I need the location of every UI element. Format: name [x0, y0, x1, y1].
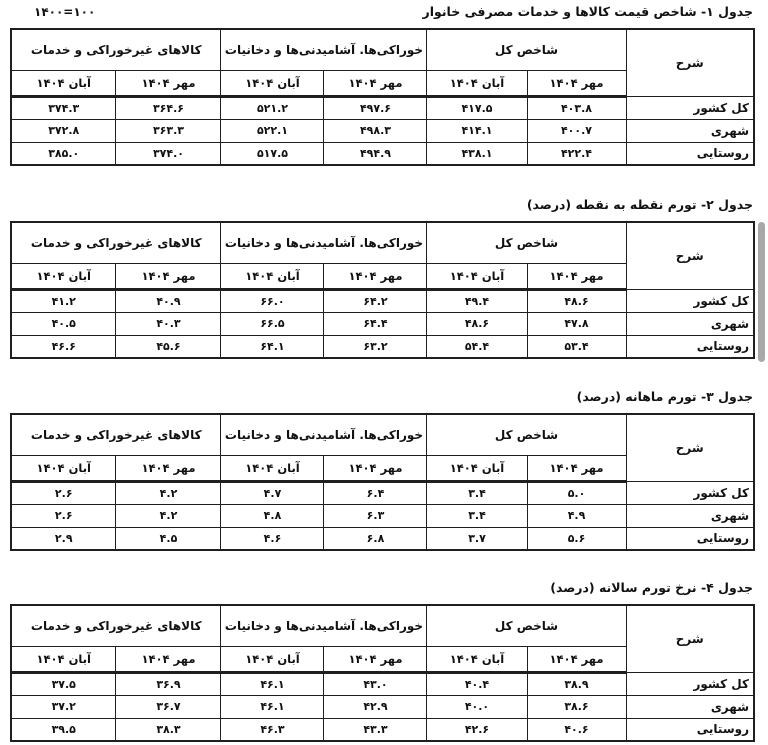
value-cell: ۴۳.۳ — [324, 718, 427, 741]
value-cell: ۶۶.۵ — [221, 312, 324, 335]
month-header-mehr: مهر ۱۴۰۴ — [527, 70, 626, 96]
value-cell: ۴۱۴.۱ — [427, 119, 527, 142]
month-header-mehr: مهر ۱۴۰۴ — [116, 646, 221, 672]
month-header-mehr: مهر ۱۴۰۴ — [527, 263, 626, 289]
month-header-mehr: مهر ۱۴۰۴ — [324, 263, 427, 289]
table-row-rural — [11, 335, 754, 358]
value-cell: ۴۱۷.۵ — [427, 96, 527, 119]
value-cell: ۳۸۵.۰ — [11, 142, 116, 165]
value-cell: ۳۷۲.۸ — [11, 119, 116, 142]
table-title: جدول ۱- شاخص قیمت کالاها و خدمات مصرفی خانوار — [422, 4, 753, 19]
value-cell: ۴.۷ — [221, 481, 324, 504]
month-header-aban: آبان ۱۴۰۴ — [221, 263, 324, 289]
month-header-mehr: مهر ۱۴۰۴ — [324, 70, 427, 96]
value-cell: ۴۶.۱ — [221, 672, 324, 695]
value-cell: ۶۳.۲ — [324, 335, 427, 358]
group-header-food-beverages-tobacco: خوراکی‌ها. آشامیدنی‌ها و دخانیات — [221, 29, 427, 70]
table-title: جدول ۴- نرخ تورم سالانه (درصد) — [550, 580, 753, 595]
column-header-description: شرح — [626, 29, 754, 96]
table-row-rural — [11, 527, 754, 550]
group-header-total-index: شاخص کل — [427, 222, 626, 263]
month-header-mehr: مهر ۱۴۰۴ — [324, 646, 427, 672]
value-cell: ۳۷۴.۳ — [11, 96, 116, 119]
row-label: شهری — [626, 504, 754, 527]
value-cell: ۳۷۴.۰ — [116, 142, 221, 165]
group-header-total-index: شاخص کل — [427, 414, 626, 455]
table-row-urban — [11, 695, 754, 718]
month-header-aban: آبان ۱۴۰۴ — [11, 263, 116, 289]
column-header-description: شرح — [626, 414, 754, 481]
value-cell: ۴۶.۳ — [221, 718, 324, 741]
table-title: جدول ۳- تورم ماهانه (درصد) — [576, 389, 753, 404]
value-cell: ۴۷.۸ — [527, 312, 626, 335]
value-cell: ۵.۶ — [527, 527, 626, 550]
month-header-mehr: مهر ۱۴۰۴ — [324, 455, 427, 481]
column-header-description: شرح — [626, 222, 754, 289]
group-header-nonfood-services: کالاهای غیرخوراکی و خدمات — [11, 222, 221, 263]
month-header-aban: آبان ۱۴۰۴ — [427, 70, 527, 96]
base-index-note: ۱۴۰۰=۱۰۰ — [34, 5, 96, 19]
table-title: جدول ۲- تورم نقطه به نقطه (درصد) — [526, 197, 753, 212]
value-cell: ۵۲۲.۱ — [221, 119, 324, 142]
value-cell: ۳۶۳.۳ — [116, 119, 221, 142]
table-section — [12, 4, 755, 166]
value-cell: ۴.۲ — [116, 504, 221, 527]
value-cell: ۲.۶ — [11, 504, 116, 527]
table-row-whole-country — [11, 96, 754, 119]
table-section — [12, 389, 755, 551]
value-cell: ۴۰۳.۸ — [527, 96, 626, 119]
month-header-aban: آبان ۱۴۰۴ — [427, 455, 527, 481]
table-row-rural — [11, 718, 754, 741]
row-label: کل کشور — [626, 481, 754, 504]
value-cell: ۵.۰ — [527, 481, 626, 504]
row-label: شهری — [626, 119, 754, 142]
value-cell: ۴۹۷.۶ — [324, 96, 427, 119]
table-row-whole-country — [11, 481, 754, 504]
stats-table — [10, 221, 755, 359]
row-label: روستایی — [626, 335, 754, 358]
value-cell: ۴۰۰.۷ — [527, 119, 626, 142]
group-header-food-beverages-tobacco: خوراکی‌ها. آشامیدنی‌ها و دخانیات — [221, 605, 427, 646]
row-label: شهری — [626, 312, 754, 335]
group-header-total-index: شاخص کل — [427, 605, 626, 646]
value-cell: ۴۰.۰ — [427, 695, 527, 718]
value-cell: ۳۶۴.۶ — [116, 96, 221, 119]
value-cell: ۵۲۱.۲ — [221, 96, 324, 119]
value-cell: ۴.۸ — [221, 504, 324, 527]
group-header-nonfood-services: کالاهای غیرخوراکی و خدمات — [11, 605, 221, 646]
row-label: روستایی — [626, 527, 754, 550]
month-header-aban: آبان ۱۴۰۴ — [221, 70, 324, 96]
month-header-mehr: مهر ۱۴۰۴ — [116, 455, 221, 481]
stats-table — [10, 413, 755, 551]
value-cell: ۶۴.۱ — [221, 335, 324, 358]
row-label: شهری — [626, 695, 754, 718]
value-cell: ۶۶.۰ — [221, 289, 324, 312]
month-header-aban: آبان ۱۴۰۴ — [11, 646, 116, 672]
month-header-mehr: مهر ۱۴۰۴ — [527, 455, 626, 481]
value-cell: ۶.۸ — [324, 527, 427, 550]
table-row-rural — [11, 142, 754, 165]
table-section — [12, 197, 755, 359]
table-row-whole-country — [11, 289, 754, 312]
value-cell: ۴۵.۶ — [116, 335, 221, 358]
value-cell: ۳۷.۲ — [11, 695, 116, 718]
month-header-aban: آبان ۱۴۰۴ — [427, 646, 527, 672]
value-cell: ۶.۳ — [324, 504, 427, 527]
value-cell: ۴۰.۳ — [116, 312, 221, 335]
value-cell: ۴.۹ — [527, 504, 626, 527]
column-header-description: شرح — [626, 605, 754, 672]
month-header-aban: آبان ۱۴۰۴ — [11, 455, 116, 481]
value-cell: ۳۹.۵ — [11, 718, 116, 741]
value-cell: ۴۹۴.۹ — [324, 142, 427, 165]
value-cell: ۳۸.۳ — [116, 718, 221, 741]
value-cell: ۳.۴ — [427, 481, 527, 504]
month-header-mehr: مهر ۱۴۰۴ — [116, 263, 221, 289]
value-cell: ۴۲.۶ — [427, 718, 527, 741]
value-cell: ۵۴.۴ — [427, 335, 527, 358]
group-header-nonfood-services: کالاهای غیرخوراکی و خدمات — [11, 414, 221, 455]
month-header-mehr: مهر ۱۴۰۴ — [116, 70, 221, 96]
value-cell: ۴۰.۹ — [116, 289, 221, 312]
value-cell: ۳۸.۹ — [527, 672, 626, 695]
group-header-total-index: شاخص کل — [427, 29, 626, 70]
value-cell: ۵۱۷.۵ — [221, 142, 324, 165]
value-cell: ۴.۶ — [221, 527, 324, 550]
value-cell: ۴۰.۴ — [427, 672, 527, 695]
value-cell: ۳.۷ — [427, 527, 527, 550]
row-label: روستایی — [626, 718, 754, 741]
row-label: روستایی — [626, 142, 754, 165]
value-cell: ۶.۴ — [324, 481, 427, 504]
table-section — [12, 580, 755, 742]
value-cell: ۴۲.۹ — [324, 695, 427, 718]
value-cell: ۴۳.۰ — [324, 672, 427, 695]
value-cell: ۴۶.۱ — [221, 695, 324, 718]
value-cell: ۳۶.۹ — [116, 672, 221, 695]
table-row-urban — [11, 312, 754, 335]
group-header-nonfood-services: کالاهای غیرخوراکی و خدمات — [11, 29, 221, 70]
value-cell: ۴۰.۶ — [527, 718, 626, 741]
month-header-mehr: مهر ۱۴۰۴ — [527, 646, 626, 672]
value-cell: ۳۸.۶ — [527, 695, 626, 718]
value-cell: ۳.۴ — [427, 504, 527, 527]
value-cell: ۴۳۸.۱ — [427, 142, 527, 165]
row-label: کل کشور — [626, 96, 754, 119]
group-header-food-beverages-tobacco: خوراکی‌ها. آشامیدنی‌ها و دخانیات — [221, 222, 427, 263]
month-header-aban: آبان ۱۴۰۴ — [427, 263, 527, 289]
stats-table — [10, 604, 755, 742]
stats-table — [10, 28, 755, 166]
value-cell: ۳۶.۷ — [116, 695, 221, 718]
table-row-urban — [11, 504, 754, 527]
month-header-aban: آبان ۱۴۰۴ — [221, 455, 324, 481]
value-cell: ۳۷.۵ — [11, 672, 116, 695]
table-row-whole-country — [11, 672, 754, 695]
value-cell: ۵۳.۴ — [527, 335, 626, 358]
month-header-aban: آبان ۱۴۰۴ — [11, 70, 116, 96]
value-cell: ۴.۲ — [116, 481, 221, 504]
value-cell: ۴۰.۵ — [11, 312, 116, 335]
value-cell: ۴۲۲.۴ — [527, 142, 626, 165]
value-cell: ۲.۹ — [11, 527, 116, 550]
value-cell: ۲.۶ — [11, 481, 116, 504]
value-cell: ۴۶.۶ — [11, 335, 116, 358]
month-header-aban: آبان ۱۴۰۴ — [221, 646, 324, 672]
table-row-urban — [11, 119, 754, 142]
value-cell: ۴۱.۲ — [11, 289, 116, 312]
value-cell: ۴۸.۶ — [527, 289, 626, 312]
value-cell: ۶۴.۲ — [324, 289, 427, 312]
value-cell: ۴۹۸.۳ — [324, 119, 427, 142]
group-header-food-beverages-tobacco: خوراکی‌ها. آشامیدنی‌ها و دخانیات — [221, 414, 427, 455]
scrollbar-thumb[interactable] — [758, 222, 765, 362]
value-cell: ۶۴.۴ — [324, 312, 427, 335]
value-cell: ۴۹.۴ — [427, 289, 527, 312]
row-label: کل کشور — [626, 289, 754, 312]
value-cell: ۴.۵ — [116, 527, 221, 550]
row-label: کل کشور — [626, 672, 754, 695]
value-cell: ۴۸.۶ — [427, 312, 527, 335]
